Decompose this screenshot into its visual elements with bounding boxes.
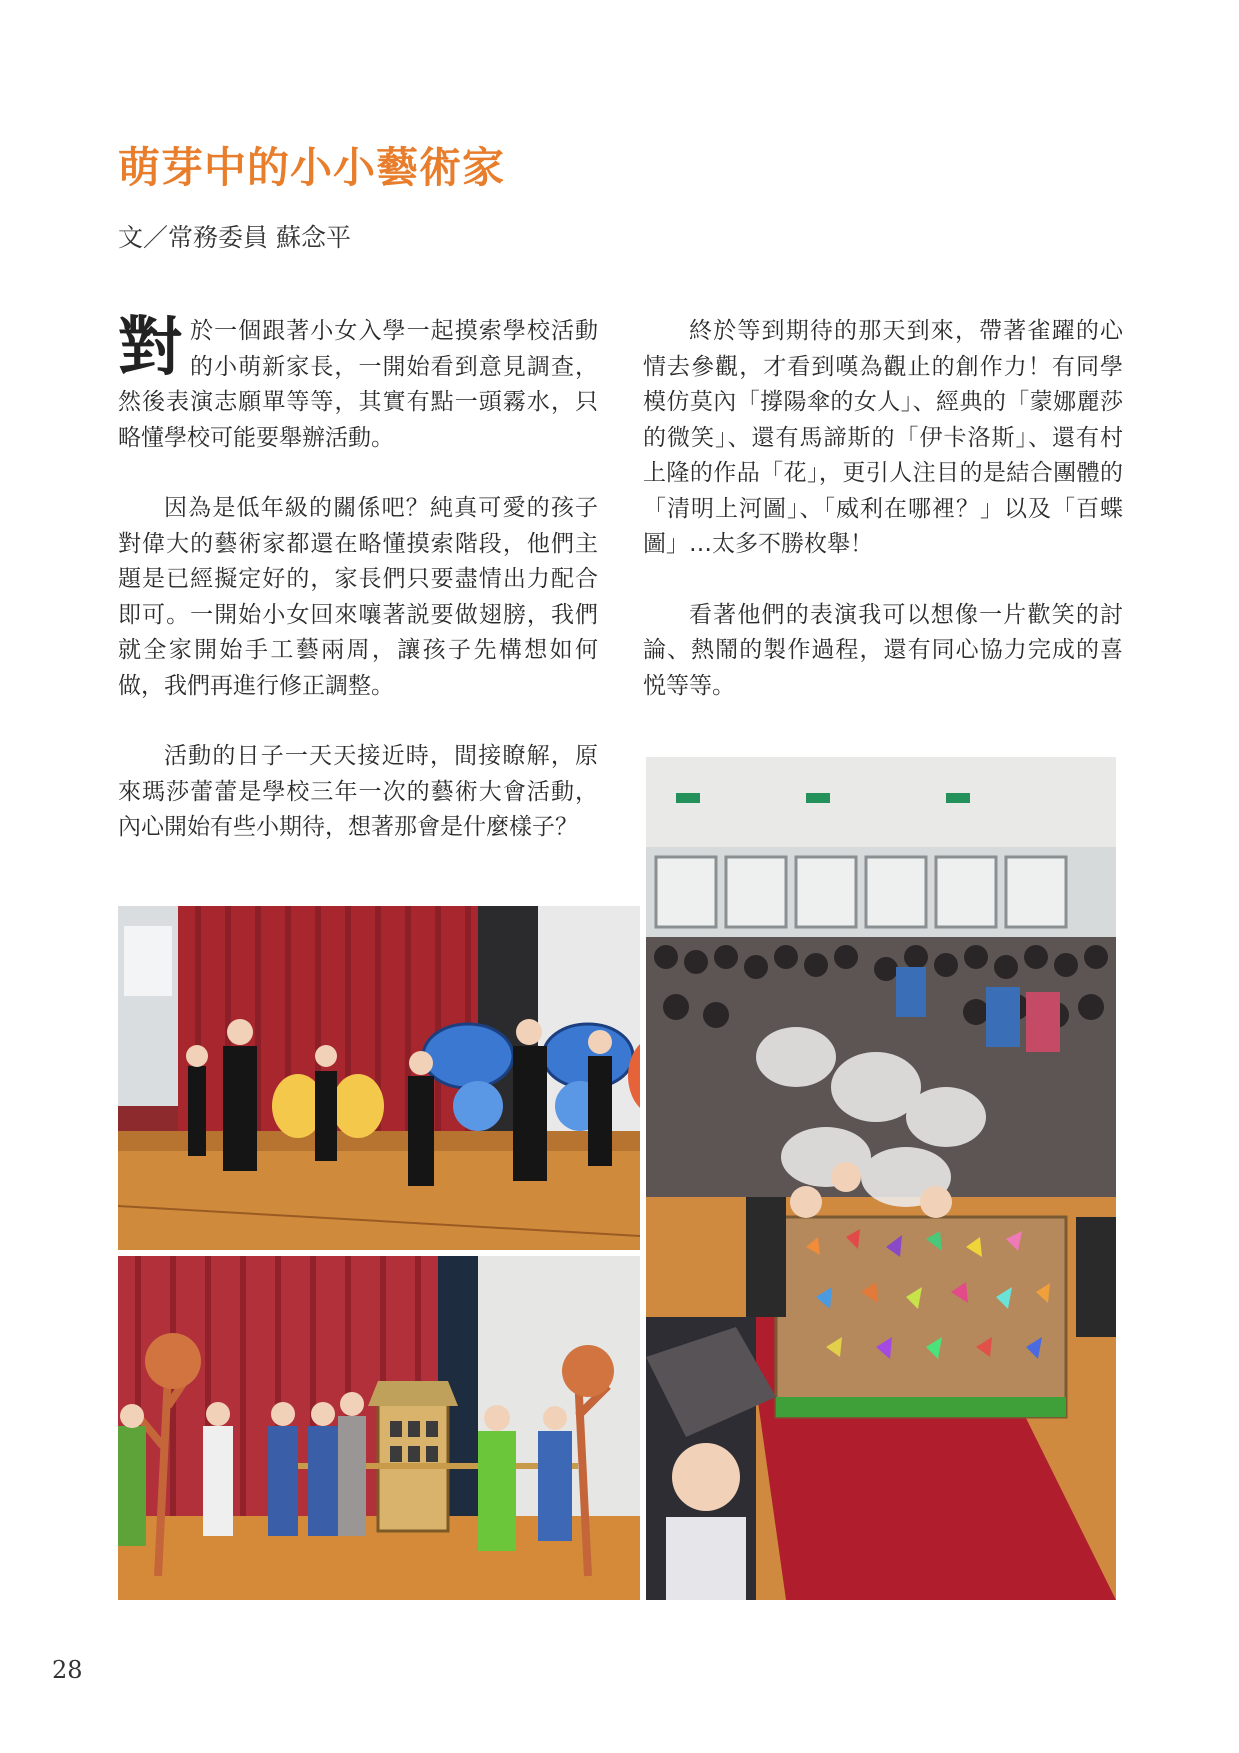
paragraph: 終於等到期待的那天到來，帶著雀躍的心情去參觀，才看到嘆為觀止的創作力！有同學模仿莫內「撐陽傘的女人」、經典的「蒙娜麗莎的微笑」、還有馬諦斯的「伊卡洛斯」、還有村上隆的作品「花」，更引人注目的是結合團體的「清明上河圖」、「威利在哪裡？」以及「百蝶圖」…太多不勝枚舉！ [643,318,1123,557]
article-byline: 文／常務委員 蘇念平 [118,223,351,252]
photo-sedan-chair-stage [118,1256,640,1600]
article-title: 萌芽中的小小藝術家 [118,143,506,192]
right-column [643,314,1123,739]
photo-butterfly-stage [118,906,640,1250]
page-number: 28 [52,1656,83,1684]
drop-cap: 對 [118,311,182,385]
left-column [118,311,598,881]
paragraph: 活動的日子一天天接近時，間接瞭解，原來瑪莎蕾蕾是學校三年一次的藝術大會活動，內心開始有些小期待，想著那會是什麼樣子？ [118,743,598,840]
paragraph: 因為是低年級的關係吧？純真可愛的孩子對偉大的藝術家都還在略懂摸索階段，他們主題是已經擬定好的，家長們只要盡情出力配合即可。一開始小女回來嚷著説要做翅膀，我們就全家開始手工藝兩周，讓孩子先構想如何做，我們再進行修正調整。 [118,495,598,699]
paragraph-text: 於一個跟著小女入學一起摸索學校活動的小萌新家長，一開始看到意見調查，然後表演志願單等等，其實有點一頭霧水，只略懂學校可能要舉辦活動。 [118,318,598,451]
paragraph [118,311,598,456]
photo-parade-hall [646,757,1116,1600]
paragraph: 看著他們的表演我可以想像一片歡笑的討論、熱鬧的製作過程，還有同心協力完成的喜悦等等。 [643,601,1123,699]
